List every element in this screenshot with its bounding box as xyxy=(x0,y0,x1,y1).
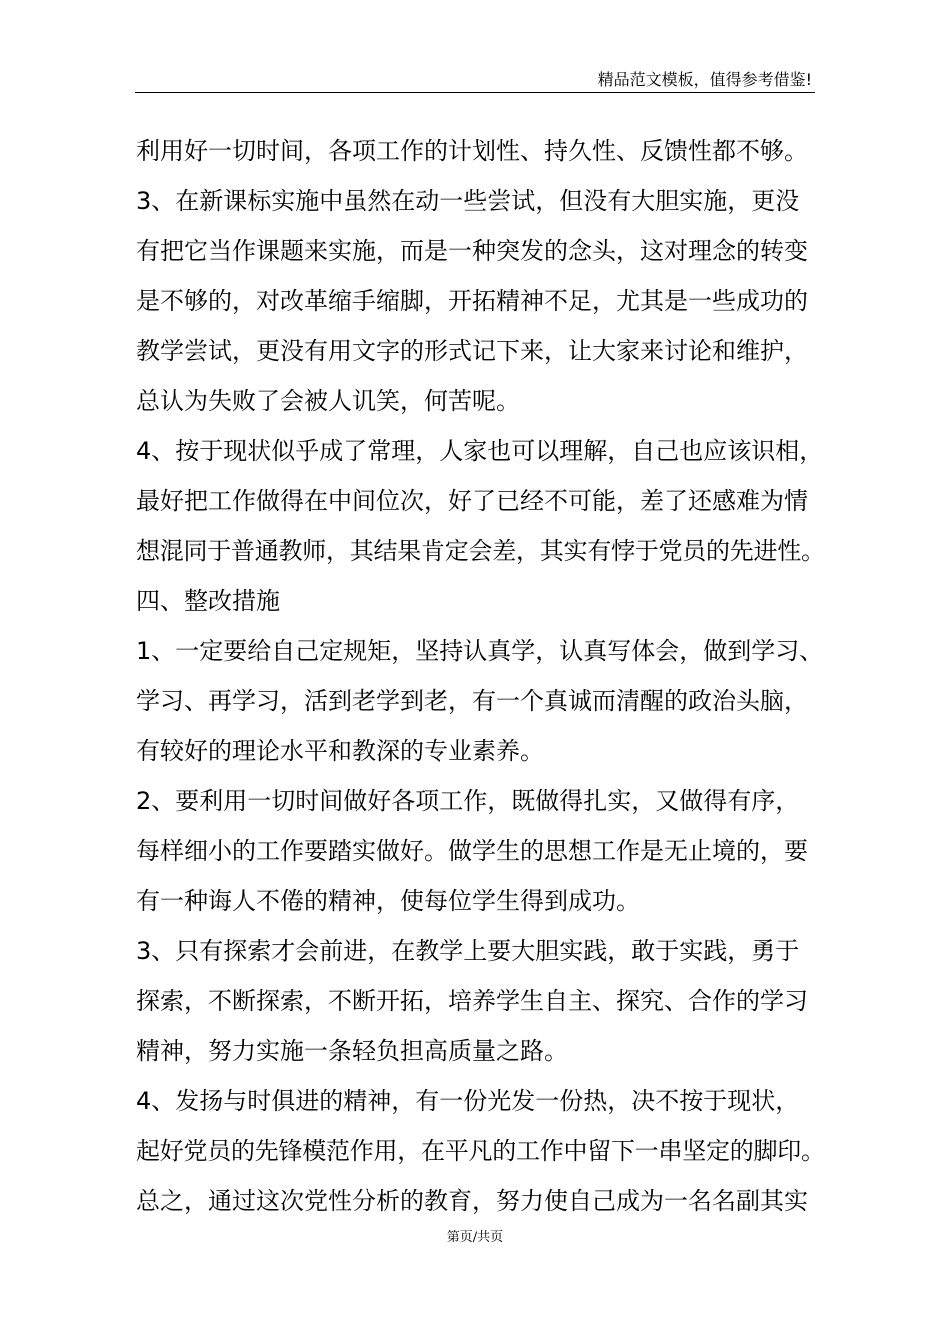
text-line: 3、只有探索才会前进，在教学上要大胆实践，敢于实践，勇于 xyxy=(136,937,800,965)
text-line: 教学尝试，更没有用文字的形式记下来，让大家来讨论和维护， xyxy=(136,337,808,365)
text-line: 想混同于普通教师，其结果肯定会差，其实有悖于党员的先进性。 xyxy=(136,537,825,565)
header-rule xyxy=(135,92,815,93)
text-line: 精神，努力实施一条轻负担高质量之路。 xyxy=(136,1037,568,1065)
text-line: 利用好一切时间，各项工作的计划性、持久性、反馈性都不够。 xyxy=(136,137,808,165)
text-line: 总认为失败了会被人讥笑，何苦呢。 xyxy=(136,387,520,415)
text-line: 3、在新课标实施中虽然在动一些尝试，但没有大胆实施，更没 xyxy=(136,187,800,215)
text-line: 1、一定要给自己定规矩，坚持认真学，认真写体会，做到学习、 xyxy=(136,637,824,665)
text-line: 总之，通过这次党性分析的教育，努力使自己成为一名名副其实 xyxy=(136,1187,808,1215)
text-line: 有把它当作课题来实施，而是一种突发的念头，这对理念的转变 xyxy=(136,237,808,265)
text-line: 4、按于现状似乎成了常理，人家也可以理解，自己也应该识相， xyxy=(136,437,824,465)
text-line: 学习、再学习，活到老学到老，有一个真诚而清醒的政治头脑， xyxy=(136,687,808,715)
text-line: 起好党员的先锋模范作用，在平凡的工作中留下一串坚定的脚印。 xyxy=(136,1137,825,1165)
page-footer: 第页/共页 xyxy=(446,1230,504,1245)
text-line: 4、发扬与时俱进的精神，有一份光发一份热，决不按于现状， xyxy=(136,1087,800,1115)
text-line: 探索，不断探索，不断开拓，培养学生自主、探究、合作的学习 xyxy=(136,987,808,1015)
text-line: 有较好的理论水平和教深的专业素养。 xyxy=(136,737,544,765)
text-line: 有一种诲人不倦的精神，使每位学生得到成功。 xyxy=(136,887,640,915)
header-text: 精品范文模板，值得参考借鉴! xyxy=(597,70,812,89)
text-line: 2、要利用一切时间做好各项工作，既做得扎实，又做得有序， xyxy=(136,787,800,815)
body-text xyxy=(136,126,826,1226)
text-line: 是不够的，对改革缩手缩脚，开拓精神不足，尤其是一些成功的 xyxy=(136,287,808,315)
text-line: 最好把工作做得在中间位次，好了已经不可能，差了还感难为情 xyxy=(136,487,808,515)
text-line: 每样细小的工作要踏实做好。做学生的思想工作是无止境的，要 xyxy=(136,837,808,865)
section-heading: 四、整改措施 xyxy=(136,587,280,615)
